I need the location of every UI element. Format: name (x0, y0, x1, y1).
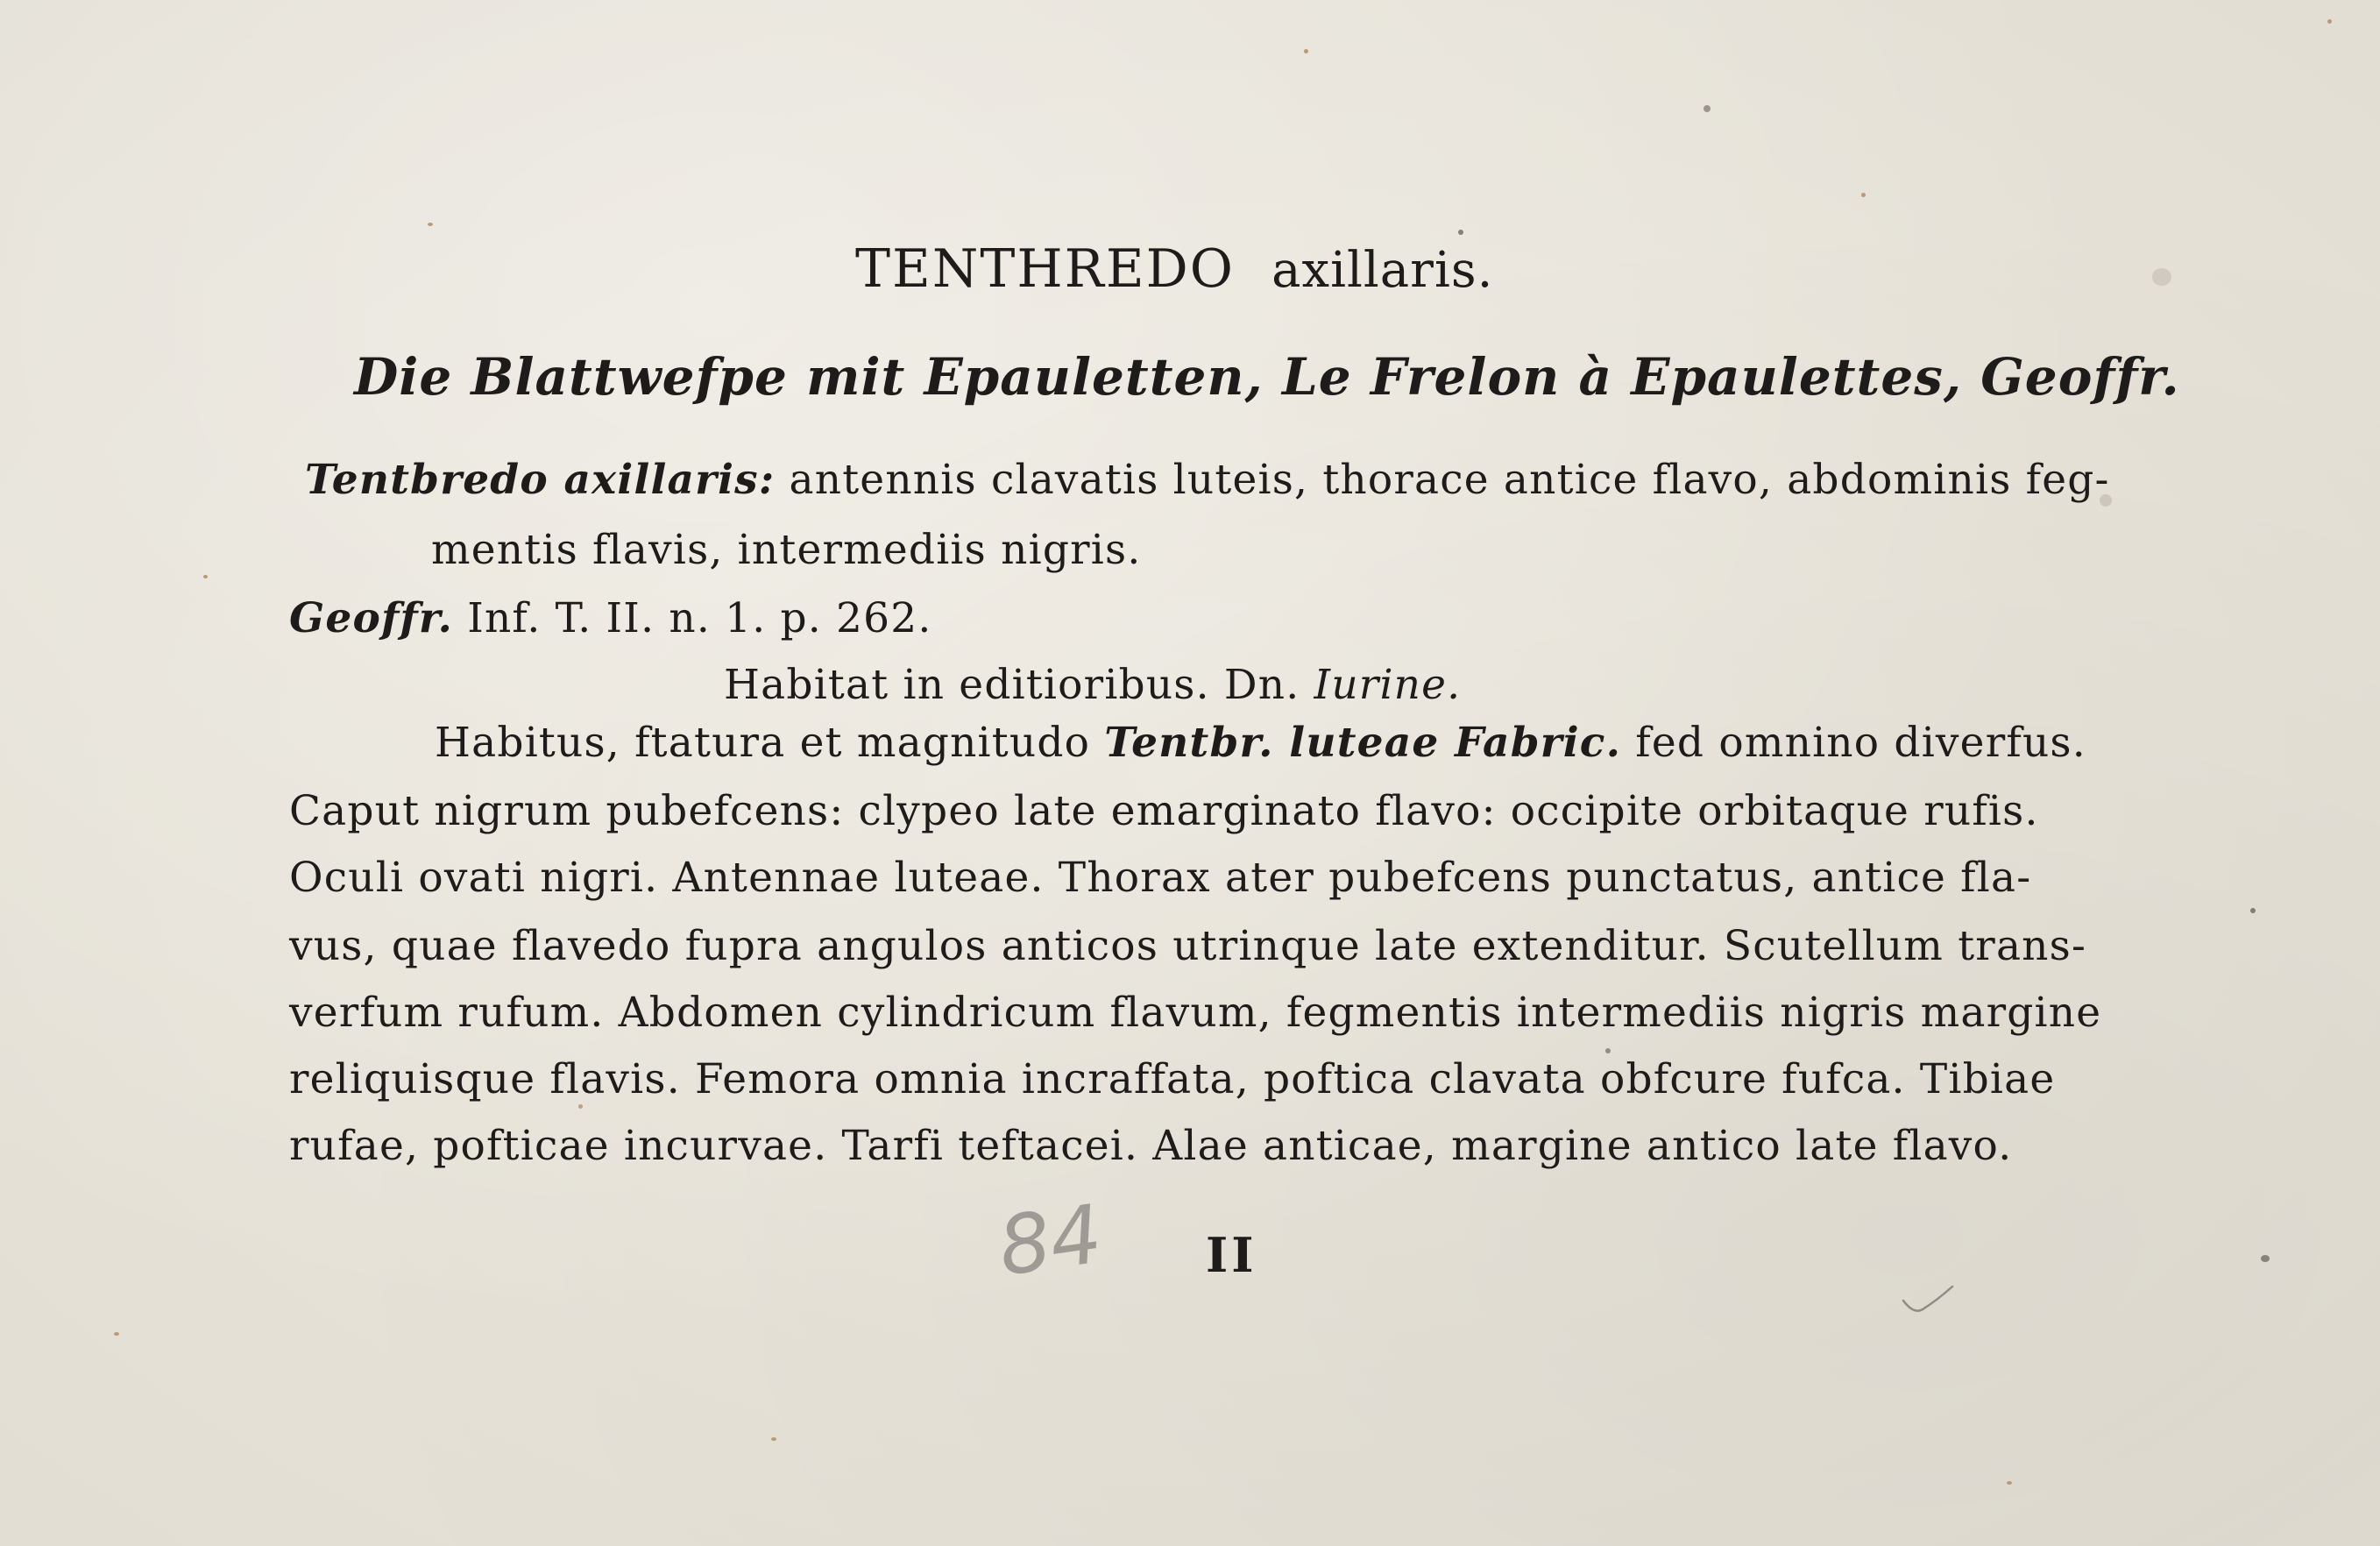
page-number: II (1206, 1227, 1257, 1283)
title-genus: TENTHREDO (855, 238, 1235, 300)
paper-speck (114, 1332, 119, 1336)
habitat-text: Habitat in editioribus. Dn. (724, 661, 1300, 709)
diagnosis-lead: Tentbredo axillaris: (305, 456, 776, 504)
description-text: fed omnino diverfus. (1621, 719, 2086, 767)
paper-speck (2007, 1481, 2012, 1485)
habitat-name: Iurine. (1314, 661, 1462, 709)
paper-speck (771, 1437, 776, 1441)
reference-text: Inf. T. II. n. 1. p. 262. (467, 594, 932, 642)
description-line-7: rufae, pofticae incurvae. Tarfi teftacei. Alae anticae, margine antico late flavo. (289, 1122, 2013, 1170)
description-line-3: Oculi ovati nigri. Antennae luteae. Thorax ater pubefcens punctatus, antice fla- (289, 854, 2032, 902)
description-italic-ref: Tentbr. luteae Fabric. (1104, 719, 1622, 767)
paper-speck (1861, 193, 1866, 197)
reference-author: Geoffr. (289, 594, 454, 642)
paper-speck (1605, 1048, 1611, 1053)
page-title (855, 238, 1493, 300)
paper-speck (2261, 1255, 2270, 1262)
habitat-line (724, 661, 1461, 709)
paper-speck (1458, 230, 1463, 235)
paper-speck (2250, 908, 2256, 913)
pencil-annotation: 84 (993, 1187, 1108, 1294)
title-species: axillaris. (1271, 242, 1494, 299)
description-line-1 (435, 719, 2086, 767)
description-line-2: Caput nigrum pubefcens: clypeo late emarginato flavo: occipite orbitaque rufis. (289, 787, 2039, 835)
description-line-6: reliquisque flavis. Femora omnia incraffata, poftica clavata obfcure fufca. Tibiae (289, 1055, 2056, 1103)
diagnosis-line-2: mentis flavis, intermediis nigris. (431, 526, 1142, 574)
paper-speck (1304, 49, 1308, 53)
paper-speck (2152, 268, 2171, 286)
description-line-5: verfum rufum. Abdomen cylindricum flavum, fegmentis intermediis nigris margine (289, 989, 2102, 1037)
diagnosis-text: antennis clavatis luteis, thorace antice flavo, abdominis feg- (789, 456, 2110, 504)
description-text: Habitus, ftatura et magnitudo (435, 719, 1105, 767)
page-subtitle: Die Blattwefpe mit Epauletten, Le Frelon à Epaulettes, Geoffr. (354, 347, 2180, 407)
paper-speck (203, 575, 208, 578)
diagnosis-line-1 (305, 456, 2110, 504)
reference-line (289, 594, 932, 642)
description-line-4: vus, quae flavedo fupra angulos anticos utrinque late extenditur. Scutellum trans- (289, 922, 2087, 970)
paper-speck (1704, 105, 1711, 112)
paper-speck (428, 223, 433, 226)
paper-speck (2327, 19, 2332, 24)
paper-speck (578, 1104, 583, 1109)
pencil-check-mark-icon (1902, 1285, 1954, 1315)
